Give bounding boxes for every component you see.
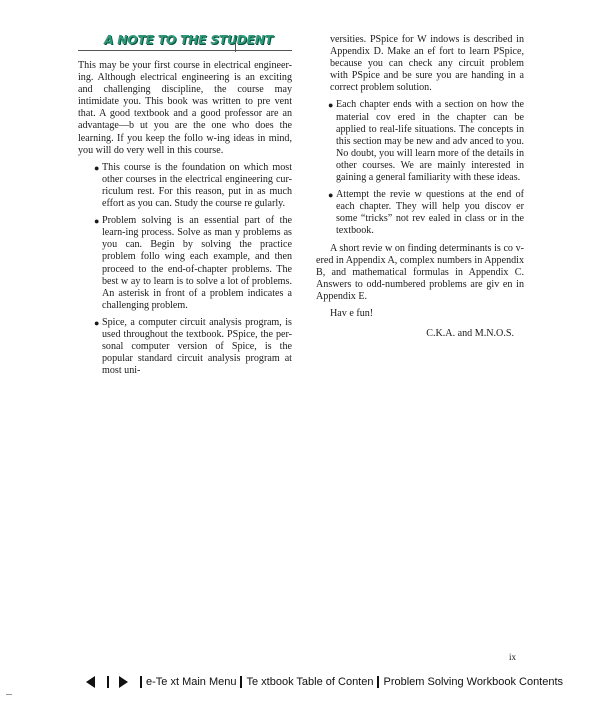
list-item — [316, 99, 524, 184]
nav-separator — [240, 676, 242, 688]
bullet-icon: ● — [94, 317, 100, 328]
section-heading: A NOTE TO THE STUDENT — [104, 33, 273, 47]
list-item-continuation: versities. PSpice for W indows is described in Appendix D. Make an ef fort to learn PSpice, because you can check any circuit problem with PSpice and be sure you are handing in a correct problem solution. — [330, 34, 524, 94]
bullet-icon: ● — [94, 162, 100, 173]
bottom-navigation-bar — [86, 676, 563, 688]
nav-separator — [377, 676, 379, 688]
nav-workbook-link[interactable]: Problem Solving Workbook Contents — [383, 676, 564, 688]
list-item-text: Attempt the revie w questions at the end of each chapter. They will help you discov er some “tricks” not rev ealed in class or in the textbook. — [336, 189, 524, 237]
bullet-icon: ● — [94, 216, 100, 227]
previous-page-icon[interactable] — [86, 676, 95, 688]
list-item-text: Problem solving is an essential part of the learn-ing process. Solve as man y problems as you can. Begin by solving the practice problem follo wing each example, and then proceed to the end-of-chapter problems. The best w ay to learn is to solve a lot of problems. An asterisk in front of a problem indicates a challenging problem. — [102, 215, 292, 311]
bullet-icon: ● — [328, 100, 334, 111]
heading-rule — [78, 50, 292, 51]
nav-textbook-toc-link[interactable]: Te xtbook Table of Conten — [246, 676, 374, 688]
list-item — [316, 189, 524, 237]
right-bullet-list — [316, 34, 524, 238]
nav-separator — [107, 676, 109, 688]
list-item-text: This course is the foundation on which most other courses in the electrical engineering cur-riculum rest. For this reason, put in as much effort as you can. Study the course re gularly. — [102, 161, 292, 210]
nav-separator — [140, 676, 142, 688]
nav-main-menu-link[interactable]: e-Te xt Main Menu — [146, 676, 237, 688]
left-column — [78, 34, 292, 377]
heading-tick — [235, 35, 236, 52]
list-item-text: Spice, a computer circuit analysis program, is used throughout the textbook. PSpice, the per-sonal computer version of Spice, is the popular standard circuit analysis program at most uni- — [102, 316, 292, 377]
section-heading-block — [78, 34, 292, 56]
closing-line: Hav e fun! — [330, 307, 374, 319]
closing-paragraph: A short revie w on finding determinants is co v-ered in Appendix A, complex numbers in Appendix B, and mathematical formulas in Appendix C. Answers to odd-numbered problems are giv en in Appendix E. — [316, 242, 525, 302]
bullet-icon: ● — [328, 190, 334, 201]
right-column — [316, 34, 524, 340]
page-number: ix — [508, 652, 516, 662]
intro-paragraph: This may be your first course in electrical engineer-ing. Although electrical engineering is an exciting and challenging discipline, the course may intimidate you. This book was written to pre vent that. A good textbook and a good professor are an advantage—b ut you are the one who does the learning. If you keep the follo w-ing ideas in mind, you will do very well in this course. — [78, 60, 292, 156]
corner-mark — [6, 694, 12, 695]
list-item — [82, 317, 292, 377]
list-item — [82, 215, 292, 312]
list-item-text: Each chapter ends with a section on how the material cov ered in the chapter can be applied to real-life situations. The concepts in this section may be new and adv anced to you. No doubt, you will learn more of the details in other courses. We are mainly interested in gaining a general familiarity with these ideas. — [336, 99, 524, 184]
left-bullet-list — [78, 162, 292, 378]
signature: C.K.A. and M.N.O.S. — [426, 328, 514, 340]
next-page-icon[interactable] — [119, 676, 128, 688]
list-item — [82, 162, 292, 210]
